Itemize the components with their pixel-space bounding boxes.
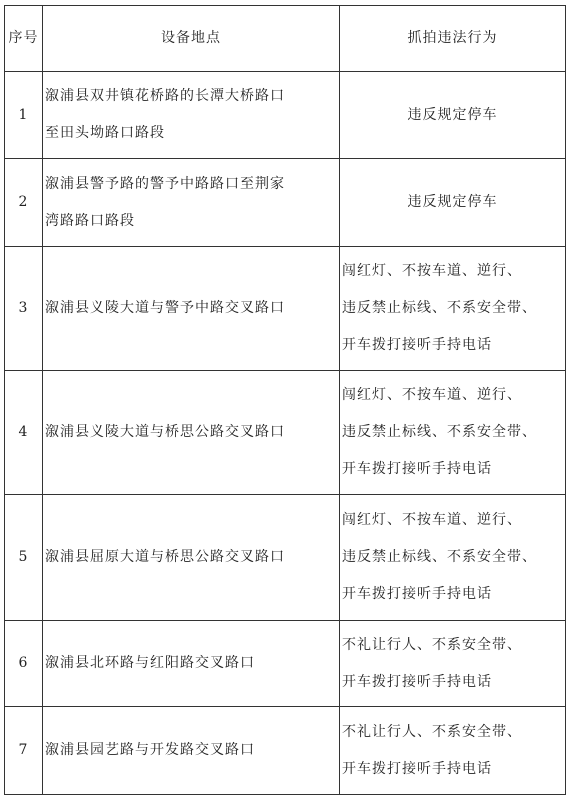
violation-line: 违反禁止标线、不系安全带、 — [342, 424, 537, 440]
row-location — [43, 247, 340, 371]
table-row — [5, 247, 566, 371]
table-header-row — [5, 6, 566, 72]
violation-line: 违反禁止标线、不系安全带、 — [342, 549, 537, 565]
violation-line: 闯红灯、不按车道、逆行、 — [342, 387, 522, 403]
table-row — [5, 707, 566, 795]
row-location — [43, 159, 340, 247]
table-row — [5, 72, 566, 159]
row-number: 3 — [5, 247, 43, 371]
row-violation — [340, 247, 566, 371]
violation-line: 违反规定停车 — [407, 106, 498, 123]
row-violation — [340, 707, 566, 795]
camera-location-table — [4, 5, 566, 795]
header-no: 序号 — [5, 6, 43, 72]
violation-line: 开车拨打接听手持电话 — [342, 586, 492, 602]
table-row — [5, 371, 566, 495]
header-location: 设备地点 — [43, 6, 340, 72]
row-number: 6 — [5, 621, 43, 707]
location-line: 溆浦县园艺路与开发路交叉路口 — [45, 742, 255, 758]
row-location — [43, 371, 340, 495]
violation-line: 开车拨打接听手持电话 — [342, 760, 492, 777]
location-line: 至田头坳路口路段 — [45, 125, 165, 141]
row-number: 2 — [5, 159, 43, 247]
violation-line: 闯红灯、不按车道、逆行、 — [342, 263, 522, 279]
table-row — [5, 621, 566, 707]
row-violation — [340, 495, 566, 621]
table-row — [5, 495, 566, 621]
location-line: 溆浦县北环路与红阳路交叉路口 — [45, 655, 255, 671]
row-violation — [340, 621, 566, 707]
location-line: 溆浦县义陵大道与桥思公路交叉路口 — [45, 424, 285, 440]
location-line: 溆浦县双井镇花桥路的长潭大桥路口 — [45, 88, 285, 104]
row-location — [43, 72, 340, 159]
row-number: 4 — [5, 371, 43, 495]
row-location — [43, 707, 340, 795]
violation-line: 不礼让行人、不系安全带、 — [342, 723, 522, 740]
row-violation — [340, 72, 566, 159]
row-violation — [340, 159, 566, 247]
row-location — [43, 495, 340, 621]
violation-line: 闯红灯、不按车道、逆行、 — [342, 512, 522, 528]
violation-line: 违反规定停车 — [407, 194, 498, 210]
violation-line: 开车拨打接听手持电话 — [342, 673, 492, 690]
location-line: 湾路路口路段 — [45, 212, 135, 229]
location-line: 溆浦县义陵大道与警予中路交叉路口 — [45, 300, 285, 316]
row-number: 1 — [5, 72, 43, 159]
row-number: 7 — [5, 707, 43, 795]
table-row — [5, 159, 566, 247]
header-violation: 抓拍违法行为 — [340, 6, 566, 72]
violation-line: 开车拨打接听手持电话 — [342, 337, 492, 353]
row-violation — [340, 371, 566, 495]
location-line: 溆浦县警予路的警予中路路口至荆家 — [45, 175, 285, 192]
location-line: 溆浦县屈原大道与桥思公路交叉路口 — [45, 549, 285, 565]
violation-line: 开车拨打接听手持电话 — [342, 461, 492, 477]
row-number: 5 — [5, 495, 43, 621]
violation-line: 不礼让行人、不系安全带、 — [342, 636, 522, 653]
row-location — [43, 621, 340, 707]
violation-line: 违反禁止标线、不系安全带、 — [342, 300, 537, 316]
